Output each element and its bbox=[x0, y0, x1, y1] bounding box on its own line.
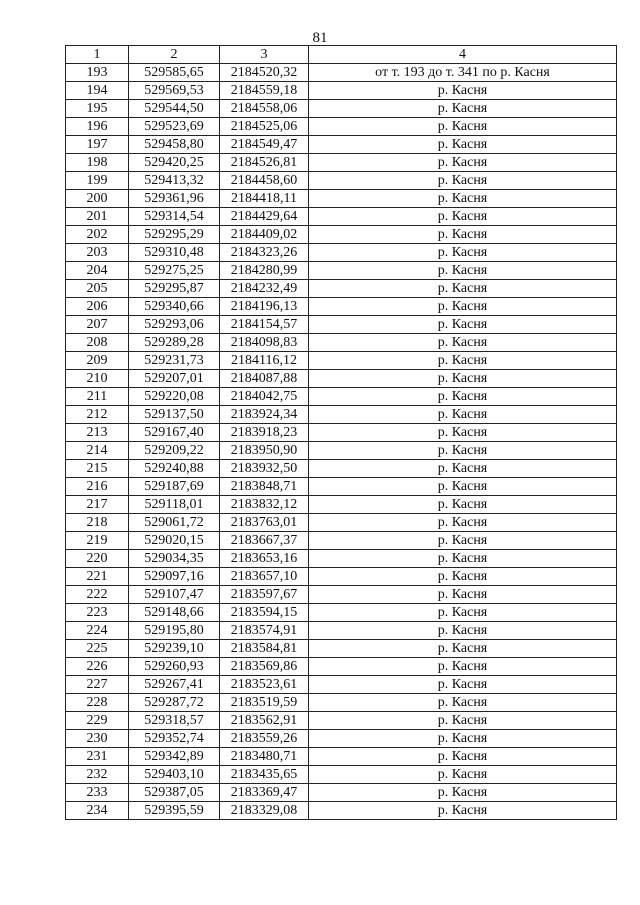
description-cell: р. Касня bbox=[309, 280, 617, 298]
description-cell: р. Касня bbox=[309, 226, 617, 244]
table-row bbox=[66, 424, 617, 442]
column-header-2: 2 bbox=[129, 46, 220, 64]
description-cell: р. Касня bbox=[309, 352, 617, 370]
y-coordinate-cell: 2184520,32 bbox=[220, 64, 309, 82]
y-coordinate-cell: 2184526,81 bbox=[220, 154, 309, 172]
y-coordinate-cell: 2183667,37 bbox=[220, 532, 309, 550]
x-coordinate-cell: 529061,72 bbox=[129, 514, 220, 532]
x-coordinate-cell: 529287,72 bbox=[129, 694, 220, 712]
point-number-cell: 210 bbox=[66, 370, 129, 388]
y-coordinate-cell: 2184098,83 bbox=[220, 334, 309, 352]
table-row bbox=[66, 676, 617, 694]
table-row bbox=[66, 190, 617, 208]
point-number-cell: 207 bbox=[66, 316, 129, 334]
y-coordinate-cell: 2184409,02 bbox=[220, 226, 309, 244]
point-number-cell: 226 bbox=[66, 658, 129, 676]
x-coordinate-cell: 529340,66 bbox=[129, 298, 220, 316]
x-coordinate-cell: 529034,35 bbox=[129, 550, 220, 568]
table-header-row bbox=[66, 46, 617, 64]
x-coordinate-cell: 529267,41 bbox=[129, 676, 220, 694]
point-number-cell: 217 bbox=[66, 496, 129, 514]
description-cell: р. Касня bbox=[309, 118, 617, 136]
x-coordinate-cell: 529097,16 bbox=[129, 568, 220, 586]
point-number-cell: 221 bbox=[66, 568, 129, 586]
point-number-cell: 213 bbox=[66, 424, 129, 442]
x-coordinate-cell: 529314,54 bbox=[129, 208, 220, 226]
description-cell: р. Касня bbox=[309, 694, 617, 712]
table-row bbox=[66, 658, 617, 676]
point-number-cell: 195 bbox=[66, 100, 129, 118]
description-cell: р. Касня bbox=[309, 802, 617, 820]
point-number-cell: 201 bbox=[66, 208, 129, 226]
x-coordinate-cell: 529395,59 bbox=[129, 802, 220, 820]
table-row bbox=[66, 226, 617, 244]
y-coordinate-cell: 2183562,91 bbox=[220, 712, 309, 730]
point-number-cell: 194 bbox=[66, 82, 129, 100]
description-cell: р. Касня bbox=[309, 424, 617, 442]
description-cell: р. Касня bbox=[309, 460, 617, 478]
y-coordinate-cell: 2183329,08 bbox=[220, 802, 309, 820]
description-cell: р. Касня bbox=[309, 244, 617, 262]
x-coordinate-cell: 529523,69 bbox=[129, 118, 220, 136]
point-number-cell: 225 bbox=[66, 640, 129, 658]
y-coordinate-cell: 2183369,47 bbox=[220, 784, 309, 802]
table-row bbox=[66, 208, 617, 226]
point-number-cell: 215 bbox=[66, 460, 129, 478]
table-row bbox=[66, 82, 617, 100]
y-coordinate-cell: 2183569,86 bbox=[220, 658, 309, 676]
point-number-cell: 216 bbox=[66, 478, 129, 496]
point-number-cell: 205 bbox=[66, 280, 129, 298]
y-coordinate-cell: 2184323,26 bbox=[220, 244, 309, 262]
description-cell: р. Касня bbox=[309, 334, 617, 352]
x-coordinate-cell: 529342,89 bbox=[129, 748, 220, 766]
x-coordinate-cell: 529209,22 bbox=[129, 442, 220, 460]
y-coordinate-cell: 2183594,15 bbox=[220, 604, 309, 622]
x-coordinate-cell: 529207,01 bbox=[129, 370, 220, 388]
description-cell: р. Касня bbox=[309, 316, 617, 334]
y-coordinate-cell: 2184196,13 bbox=[220, 298, 309, 316]
table-row bbox=[66, 136, 617, 154]
x-coordinate-cell: 529220,08 bbox=[129, 388, 220, 406]
point-number-cell: 227 bbox=[66, 676, 129, 694]
point-number-cell: 209 bbox=[66, 352, 129, 370]
table-row bbox=[66, 694, 617, 712]
point-number-cell: 220 bbox=[66, 550, 129, 568]
x-coordinate-cell: 529413,32 bbox=[129, 172, 220, 190]
point-number-cell: 223 bbox=[66, 604, 129, 622]
description-cell: р. Касня bbox=[309, 208, 617, 226]
y-coordinate-cell: 2183657,10 bbox=[220, 568, 309, 586]
x-coordinate-cell: 529118,01 bbox=[129, 496, 220, 514]
table-row bbox=[66, 100, 617, 118]
description-cell: р. Касня bbox=[309, 712, 617, 730]
table-row bbox=[66, 262, 617, 280]
point-number-cell: 199 bbox=[66, 172, 129, 190]
x-coordinate-cell: 529569,53 bbox=[129, 82, 220, 100]
x-coordinate-cell: 529403,10 bbox=[129, 766, 220, 784]
x-coordinate-cell: 529275,25 bbox=[129, 262, 220, 280]
x-coordinate-cell: 529293,06 bbox=[129, 316, 220, 334]
description-cell: р. Касня bbox=[309, 100, 617, 118]
description-cell: р. Касня bbox=[309, 730, 617, 748]
point-number-cell: 222 bbox=[66, 586, 129, 604]
point-number-cell: 231 bbox=[66, 748, 129, 766]
y-coordinate-cell: 2183559,26 bbox=[220, 730, 309, 748]
coordinates-table bbox=[65, 45, 617, 820]
description-cell: р. Касня bbox=[309, 298, 617, 316]
point-number-cell: 212 bbox=[66, 406, 129, 424]
description-cell: р. Касня bbox=[309, 586, 617, 604]
y-coordinate-cell: 2183924,34 bbox=[220, 406, 309, 424]
point-number-cell: 196 bbox=[66, 118, 129, 136]
x-coordinate-cell: 529187,69 bbox=[129, 478, 220, 496]
point-number-cell: 202 bbox=[66, 226, 129, 244]
description-cell: р. Касня bbox=[309, 478, 617, 496]
x-coordinate-cell: 529585,65 bbox=[129, 64, 220, 82]
table-row bbox=[66, 640, 617, 658]
y-coordinate-cell: 2183848,71 bbox=[220, 478, 309, 496]
description-cell: р. Касня bbox=[309, 190, 617, 208]
description-cell: р. Касня bbox=[309, 172, 617, 190]
table-row bbox=[66, 316, 617, 334]
y-coordinate-cell: 2184042,75 bbox=[220, 388, 309, 406]
point-number-cell: 218 bbox=[66, 514, 129, 532]
description-cell: от т. 193 до т. 341 по р. Касня bbox=[309, 64, 617, 82]
y-coordinate-cell: 2183918,23 bbox=[220, 424, 309, 442]
point-number-cell: 230 bbox=[66, 730, 129, 748]
x-coordinate-cell: 529240,88 bbox=[129, 460, 220, 478]
description-cell: р. Касня bbox=[309, 406, 617, 424]
description-cell: р. Касня bbox=[309, 154, 617, 172]
table-row bbox=[66, 514, 617, 532]
column-header-1: 1 bbox=[66, 46, 129, 64]
x-coordinate-cell: 529295,87 bbox=[129, 280, 220, 298]
y-coordinate-cell: 2184154,57 bbox=[220, 316, 309, 334]
table-row bbox=[66, 532, 617, 550]
x-coordinate-cell: 529231,73 bbox=[129, 352, 220, 370]
table-row bbox=[66, 622, 617, 640]
x-coordinate-cell: 529289,28 bbox=[129, 334, 220, 352]
description-cell: р. Касня bbox=[309, 496, 617, 514]
description-cell: р. Касня bbox=[309, 658, 617, 676]
description-cell: р. Касня bbox=[309, 784, 617, 802]
table-row bbox=[66, 730, 617, 748]
table-body bbox=[66, 64, 617, 820]
x-coordinate-cell: 529420,25 bbox=[129, 154, 220, 172]
page-number: 81 bbox=[312, 30, 328, 46]
table-row bbox=[66, 370, 617, 388]
point-number-cell: 197 bbox=[66, 136, 129, 154]
description-cell: р. Касня bbox=[309, 676, 617, 694]
table-row bbox=[66, 784, 617, 802]
y-coordinate-cell: 2183519,59 bbox=[220, 694, 309, 712]
table-row bbox=[66, 64, 617, 82]
x-coordinate-cell: 529020,15 bbox=[129, 532, 220, 550]
y-coordinate-cell: 2183932,50 bbox=[220, 460, 309, 478]
y-coordinate-cell: 2184558,06 bbox=[220, 100, 309, 118]
point-number-cell: 203 bbox=[66, 244, 129, 262]
table-row bbox=[66, 406, 617, 424]
y-coordinate-cell: 2183523,61 bbox=[220, 676, 309, 694]
table-row bbox=[66, 172, 617, 190]
x-coordinate-cell: 529167,40 bbox=[129, 424, 220, 442]
y-coordinate-cell: 2183763,01 bbox=[220, 514, 309, 532]
description-cell: р. Касня bbox=[309, 622, 617, 640]
y-coordinate-cell: 2184116,12 bbox=[220, 352, 309, 370]
x-coordinate-cell: 529260,93 bbox=[129, 658, 220, 676]
y-coordinate-cell: 2184525,06 bbox=[220, 118, 309, 136]
x-coordinate-cell: 529361,96 bbox=[129, 190, 220, 208]
table-row bbox=[66, 712, 617, 730]
table-row bbox=[66, 766, 617, 784]
table-row bbox=[66, 280, 617, 298]
point-number-cell: 229 bbox=[66, 712, 129, 730]
x-coordinate-cell: 529318,57 bbox=[129, 712, 220, 730]
description-cell: р. Касня bbox=[309, 532, 617, 550]
y-coordinate-cell: 2184280,99 bbox=[220, 262, 309, 280]
point-number-cell: 234 bbox=[66, 802, 129, 820]
table-row bbox=[66, 298, 617, 316]
x-coordinate-cell: 529352,74 bbox=[129, 730, 220, 748]
table-row bbox=[66, 352, 617, 370]
y-coordinate-cell: 2183480,71 bbox=[220, 748, 309, 766]
y-coordinate-cell: 2184458,60 bbox=[220, 172, 309, 190]
description-cell: р. Касня bbox=[309, 766, 617, 784]
y-coordinate-cell: 2183653,16 bbox=[220, 550, 309, 568]
y-coordinate-cell: 2183584,81 bbox=[220, 640, 309, 658]
point-number-cell: 233 bbox=[66, 784, 129, 802]
x-coordinate-cell: 529544,50 bbox=[129, 100, 220, 118]
x-coordinate-cell: 529107,47 bbox=[129, 586, 220, 604]
x-coordinate-cell: 529239,10 bbox=[129, 640, 220, 658]
table-row bbox=[66, 496, 617, 514]
y-coordinate-cell: 2183832,12 bbox=[220, 496, 309, 514]
x-coordinate-cell: 529458,80 bbox=[129, 136, 220, 154]
point-number-cell: 204 bbox=[66, 262, 129, 280]
point-number-cell: 206 bbox=[66, 298, 129, 316]
description-cell: р. Касня bbox=[309, 550, 617, 568]
description-cell: р. Касня bbox=[309, 442, 617, 460]
table-row bbox=[66, 388, 617, 406]
point-number-cell: 198 bbox=[66, 154, 129, 172]
column-header-4: 4 bbox=[309, 46, 617, 64]
table-row bbox=[66, 460, 617, 478]
point-number-cell: 208 bbox=[66, 334, 129, 352]
y-coordinate-cell: 2184549,47 bbox=[220, 136, 309, 154]
y-coordinate-cell: 2184087,88 bbox=[220, 370, 309, 388]
y-coordinate-cell: 2184559,18 bbox=[220, 82, 309, 100]
x-coordinate-cell: 529137,50 bbox=[129, 406, 220, 424]
table-row bbox=[66, 334, 617, 352]
description-cell: р. Касня bbox=[309, 604, 617, 622]
y-coordinate-cell: 2183574,91 bbox=[220, 622, 309, 640]
point-number-cell: 193 bbox=[66, 64, 129, 82]
y-coordinate-cell: 2183950,90 bbox=[220, 442, 309, 460]
description-cell: р. Касня bbox=[309, 748, 617, 766]
table-row bbox=[66, 478, 617, 496]
point-number-cell: 219 bbox=[66, 532, 129, 550]
y-coordinate-cell: 2184418,11 bbox=[220, 190, 309, 208]
x-coordinate-cell: 529295,29 bbox=[129, 226, 220, 244]
point-number-cell: 214 bbox=[66, 442, 129, 460]
x-coordinate-cell: 529310,48 bbox=[129, 244, 220, 262]
point-number-cell: 224 bbox=[66, 622, 129, 640]
description-cell: р. Касня bbox=[309, 82, 617, 100]
description-cell: р. Касня bbox=[309, 640, 617, 658]
x-coordinate-cell: 529387,05 bbox=[129, 784, 220, 802]
x-coordinate-cell: 529148,66 bbox=[129, 604, 220, 622]
point-number-cell: 200 bbox=[66, 190, 129, 208]
description-cell: р. Касня bbox=[309, 370, 617, 388]
y-coordinate-cell: 2183435,65 bbox=[220, 766, 309, 784]
y-coordinate-cell: 2184429,64 bbox=[220, 208, 309, 226]
table-row bbox=[66, 802, 617, 820]
table-row bbox=[66, 586, 617, 604]
point-number-cell: 228 bbox=[66, 694, 129, 712]
table-row bbox=[66, 118, 617, 136]
table-row bbox=[66, 244, 617, 262]
table-row bbox=[66, 154, 617, 172]
point-number-cell: 232 bbox=[66, 766, 129, 784]
table-row bbox=[66, 748, 617, 766]
y-coordinate-cell: 2183597,67 bbox=[220, 586, 309, 604]
description-cell: р. Касня bbox=[309, 136, 617, 154]
point-number-cell: 211 bbox=[66, 388, 129, 406]
table-row bbox=[66, 604, 617, 622]
description-cell: р. Касня bbox=[309, 262, 617, 280]
description-cell: р. Касня bbox=[309, 388, 617, 406]
y-coordinate-cell: 2184232,49 bbox=[220, 280, 309, 298]
description-cell: р. Касня bbox=[309, 514, 617, 532]
table-row bbox=[66, 442, 617, 460]
x-coordinate-cell: 529195,80 bbox=[129, 622, 220, 640]
table-row bbox=[66, 550, 617, 568]
table-row bbox=[66, 568, 617, 586]
column-header-3: 3 bbox=[220, 46, 309, 64]
description-cell: р. Касня bbox=[309, 568, 617, 586]
